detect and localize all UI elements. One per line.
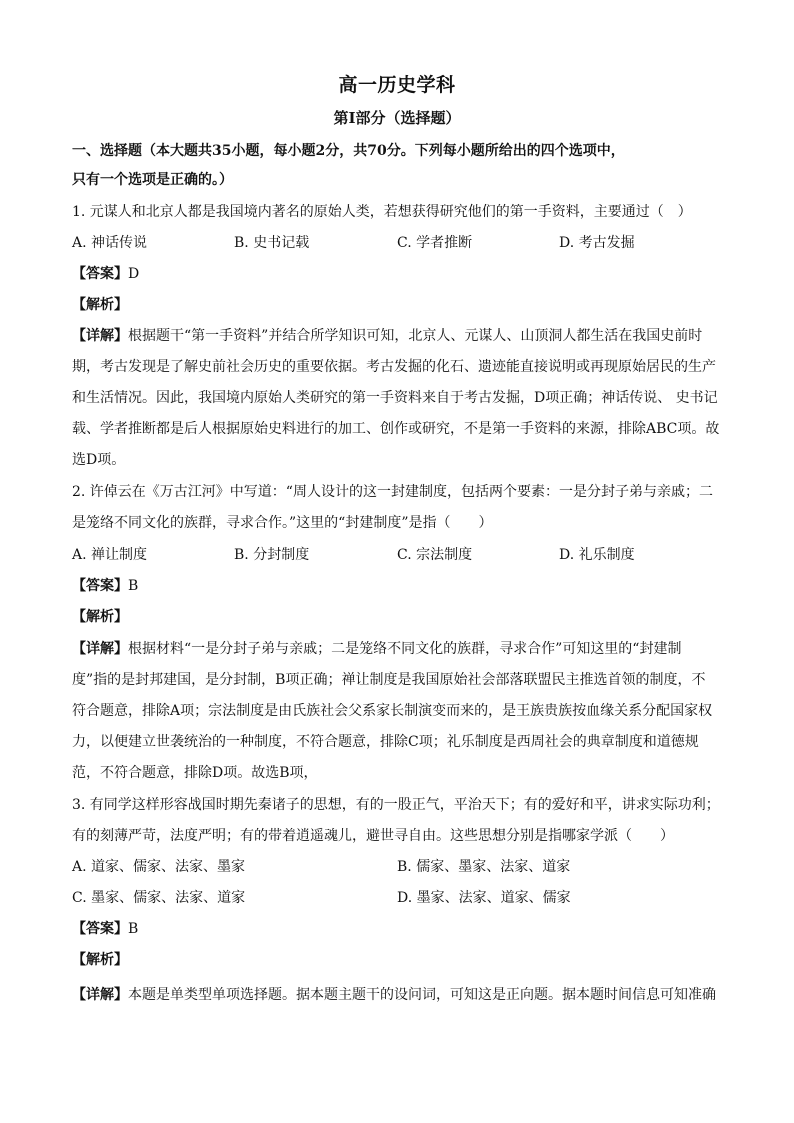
question-1-detail-line-5: 选D项。: [72, 452, 126, 468]
section-heading-line-1: 一、选择题（本大题共35小题，每小题2分，共70分。下列每小题所给出的四个选项中，: [72, 143, 625, 159]
question-3-option-c: C. 墨家、儒家、法家、道家: [72, 890, 246, 906]
question-3-analysis-tag: 【解析】: [72, 952, 128, 968]
question-3-option-d: D. 墨家、法家、道家、儒家: [397, 890, 571, 906]
question-1-stem: 1. 元谋人和北京人都是我国境内著名的原始人类，若想获得研究他们的第一手资料，主要通过（ ）: [72, 204, 692, 220]
question-2-option-c: C. 宗法制度: [397, 547, 473, 563]
question-2-stem-line-2: 是笼络不同文化的族群，寻求合作。”这里的“封建制度”是指（ ）: [72, 515, 493, 531]
part-subtitle: 第Ⅰ部分（选择题）: [333, 109, 461, 127]
question-2-answer: [72, 576, 138, 596]
question-2-analysis-tag: 【解析】: [72, 609, 128, 625]
question-2-option-d: D. 礼乐制度: [559, 547, 635, 563]
answer-tag: 【答案】: [72, 578, 128, 594]
question-3-detail-line-1: [72, 985, 716, 1005]
question-2-stem-line-1: 2. 许倬云在《万古江河》中写道：“周人设计的这一封建制度，包括两个要素：一是分封子弟与亲戚；二: [72, 484, 713, 500]
question-1-option-d: D. 考古发掘: [559, 235, 635, 251]
question-3-option-a: A. 道家、儒家、法家、墨家: [72, 859, 246, 875]
detail-text: 本题是单类型单项选择题。据本题主题干的设问词，可知这是正向题。据本题时间信息可知准确: [128, 987, 716, 1003]
question-1-option-b: B. 史书记载: [234, 235, 310, 251]
question-2-detail-line-4: 力，以便建立世袭统治的一种制度，不符合题意，排除C项；礼乐制度是西周社会的典章制度和道德规: [72, 734, 699, 750]
question-1-option-c: C. 学者推断: [397, 235, 473, 251]
answer-value: B: [128, 578, 139, 594]
detail-tag: 【详解】: [72, 328, 128, 344]
question-2-detail-line-2: 度”指的是封邦建国，是分封制，B项正确；禅让制度是我国原始社会部落联盟民主推选首领的制度，不: [72, 672, 706, 688]
detail-text: 根据材料“一是分封子弟与亲戚；二是笼络不同文化的族群，寻求合作”可知这里的“封建制: [128, 641, 682, 657]
question-3-stem-line-1: 3. 有同学这样形容战国时期先秦诸子的思想，有的一股正气，平治天下；有的爱好和平，讲求实际功利；: [72, 797, 720, 813]
detail-tag: 【详解】: [72, 641, 128, 657]
question-2-detail-line-1: [72, 639, 681, 659]
question-1-answer: [72, 264, 139, 284]
question-2-detail-line-5: 范，不符合题意，排除D项。故选B项，: [72, 765, 318, 781]
page-title: 高一历史学科: [338, 74, 456, 96]
answer-tag: 【答案】: [72, 266, 128, 282]
question-2-detail-line-3: 符合题意，排除A项；宗法制度是由氏族社会父系家长制演变而来的，是王族贵族按血缘关系分配国家权: [72, 703, 713, 719]
question-1-detail-line-1: [72, 326, 702, 346]
question-3-answer: [72, 919, 138, 939]
answer-value: B: [128, 921, 139, 937]
question-2-option-b: B. 分封制度: [234, 547, 310, 563]
question-1-option-a: A. 神话传说: [72, 235, 148, 251]
answer-tag: 【答案】: [72, 921, 128, 937]
question-3-option-b: B. 儒家、墨家、法家、道家: [397, 859, 571, 875]
answer-value: D: [128, 266, 140, 282]
detail-text: 根据题干“第一手资料”并结合所学知识可知，北京人、元谋人、山顶洞人都生活在我国史前时: [128, 328, 703, 344]
question-1-detail-line-4: 载、学者推断都是后人根据原始史料进行的加工、创作或研究，不是第一手资料的来源，排除ABC项。故: [72, 421, 720, 437]
question-1-detail-line-2: 期，考古发现是了解史前社会历史的重要依据。考古发掘的化石、遗迹能直接说明或再现原始居民的生产: [72, 359, 716, 375]
question-1-detail-line-3: 和生活情况。因此，我国境内原始人类研究的第一手资料来自于考古发掘，D项正确；神话传说、 史书记: [72, 390, 718, 406]
question-3-stem-line-2: 有的刻薄严苛，法度严明；有的带着逍遥魂儿，避世寻自由。这些思想分别是指哪家学派（ ）: [72, 828, 674, 844]
section-heading-line-2: 只有一个选项是正确的。）: [72, 172, 233, 188]
question-1-analysis-tag: 【解析】: [72, 297, 128, 313]
detail-tag: 【详解】: [72, 987, 128, 1003]
question-2-option-a: A. 禅让制度: [72, 547, 148, 563]
